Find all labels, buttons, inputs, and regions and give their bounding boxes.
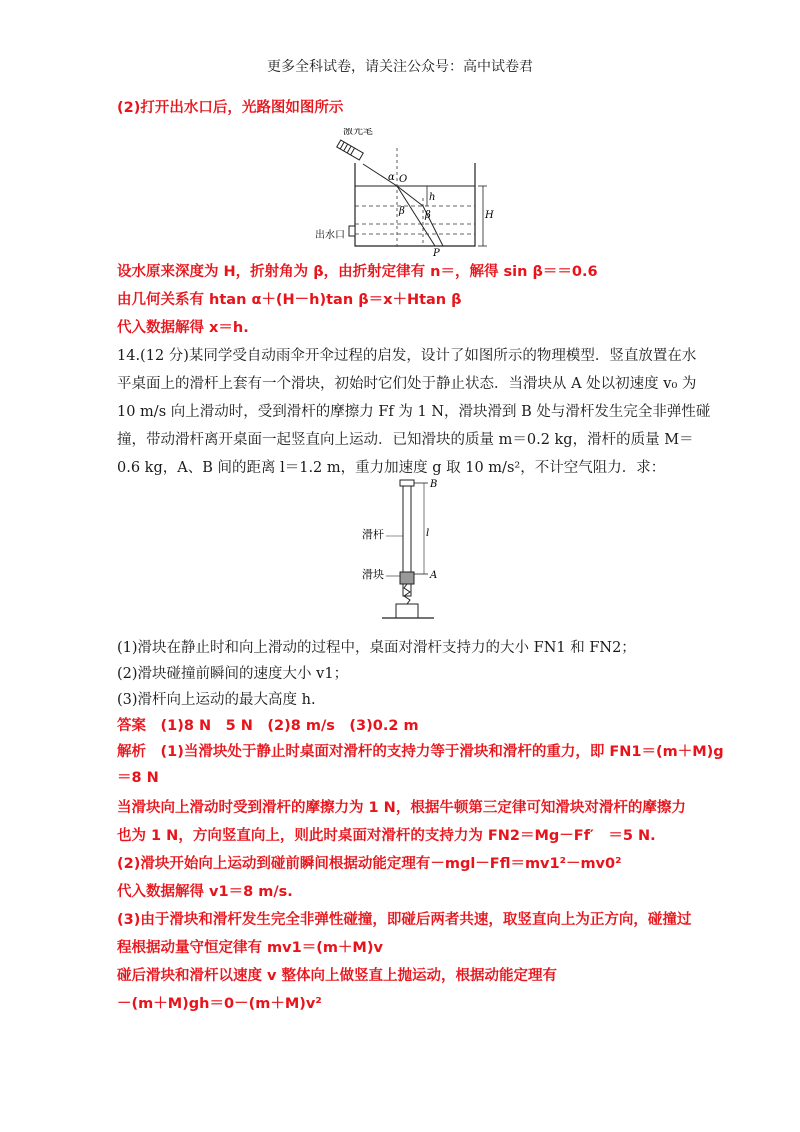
- answer-line-9: 程根据动量守恒定律有 mv1＝(m＋M)v: [117, 940, 383, 956]
- laser-refraction-diagram: [315, 128, 495, 262]
- label-H: H: [485, 210, 494, 221]
- label-B: B: [430, 479, 438, 490]
- q14-line-5: 0.6 kg，A、B 间的距离 l＝1.2 m，重力加速度 g 取 10 m/s²，不计空气阻力．求：: [117, 460, 666, 476]
- page-header: 更多全科试卷，请关注公众号：高中试卷君: [267, 59, 533, 75]
- label-O: O: [399, 174, 408, 185]
- solution-2-intro: (2)打开出水口后，光路图如图所示: [117, 100, 344, 116]
- block: [400, 572, 414, 584]
- label-block: 滑块: [362, 568, 384, 581]
- ray-segment: [397, 186, 423, 206]
- label-beta-2: β: [425, 210, 431, 221]
- rod-diagram-svg: [352, 476, 462, 626]
- laser-diagram-svg: [315, 128, 495, 258]
- slider-rod-diagram: [352, 476, 462, 630]
- answer-line-5: 也为 1 N，方向竖直向上，则此时桌面对滑杆的支持力为 FN2＝Mg－Ff′ ＝5 N.: [117, 828, 656, 844]
- label-P: P: [433, 248, 440, 258]
- label-alpha: α: [388, 172, 395, 183]
- solution-2-line-3: 由几何关系有 htan α＋(H－h)tan β＝x＋Htan β: [117, 292, 462, 308]
- rod-base: [396, 604, 418, 618]
- label-laser-pen: 激光笔: [343, 128, 373, 137]
- q14-line-1: 14.(12 分)某同学受自动雨伞开伞过程的启发，设计了如图所示的物理模型．竖直放置在水: [117, 348, 697, 364]
- answer-line-2: 解析 (1)当滑块处于静止时桌面对滑杆的支持力等于滑块和滑杆的重力，即 FN1＝(m＋M)g: [117, 744, 724, 760]
- q14-part-2: (2)滑块碰撞前瞬间的速度大小 v1；: [117, 666, 349, 682]
- label-beta-1: β: [399, 206, 405, 217]
- solution-2-line-2: 设水原来深度为 H，折射角为 β，由折射定律有 n＝，解得 sin β＝＝0.6: [117, 264, 598, 280]
- label-rod: 滑杆: [362, 528, 384, 541]
- q14-line-3: 10 m/s 向上滑动时，受到滑杆的摩擦力 Ff 为 1 N，滑块滑到 B 处与滑杆发生完全非弹性碰: [117, 404, 711, 420]
- answer-line-11: －(m＋M)gh＝0－(m＋M)v²: [117, 996, 322, 1012]
- q14-part-3: (3)滑杆向上运动的最大高度 h.: [117, 692, 316, 708]
- outlet-icon: [349, 226, 355, 236]
- label-A: A: [430, 570, 438, 581]
- answer-line-7: 代入数据解得 v1＝8 m/s.: [117, 884, 293, 900]
- laser-pen-icon: [337, 140, 364, 160]
- label-l: l: [426, 528, 430, 539]
- answer-line-3: ＝8 N: [117, 770, 159, 786]
- answer-line-6: (2)滑块开始向上运动到碰前瞬间根据动能定理有－mgl－Ffl＝mv1²－mv0²: [117, 856, 622, 872]
- q14-part-1: (1)滑块在静止时和向上滑动的过程中，桌面对滑杆支持力的大小 FN1 和 FN2；: [117, 640, 636, 656]
- answer-line-10: 碰后滑块和滑杆以速度 v 整体向上做竖直上抛运动，根据动能定理有: [117, 968, 558, 984]
- solution-2-line-4: 代入数据解得 x＝h.: [117, 320, 249, 336]
- answer-summary: 答案 (1)8 N 5 N (2)8 m/s (3)0.2 m: [117, 718, 419, 734]
- answer-line-4: 当滑块向上滑动时受到滑杆的摩擦力为 1 N，根据牛顿第三定律可知滑块对滑杆的摩擦力: [117, 800, 686, 816]
- label-outlet: 出水口: [315, 230, 345, 241]
- q14-line-4: 撞，带动滑杆离开桌面一起竖直向上运动．已知滑块的质量 m＝0.2 kg，滑杆的质量 M＝: [117, 432, 694, 448]
- q14-line-2: 平桌面上的滑杆上套有一个滑块，初始时它们处于静止状态．当滑块从 A 处以初速度 v₀ 为: [117, 376, 697, 392]
- tank-outline: [355, 163, 475, 246]
- answer-line-8: (3)由于滑块和滑杆发生完全非弹性碰撞，即碰后两者共速，取竖直向上为正方向，碰撞过: [117, 912, 692, 928]
- label-h: h: [429, 192, 436, 203]
